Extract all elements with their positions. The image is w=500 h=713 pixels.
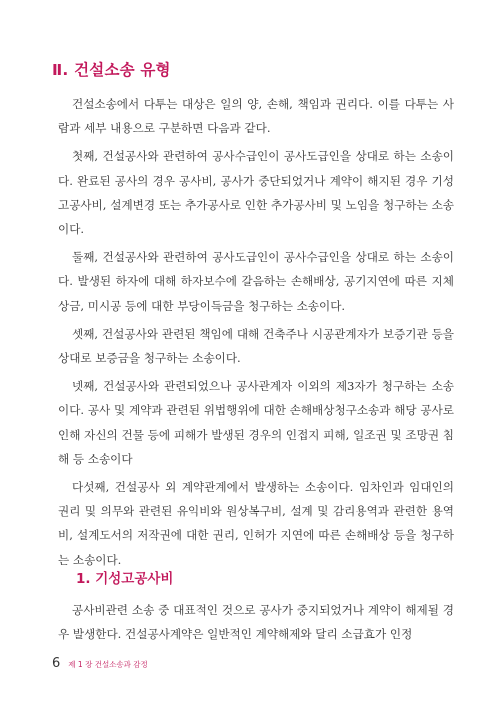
subsection-body <box>58 598 454 646</box>
section-body <box>58 92 454 576</box>
paragraph-subsection: 공사비관련 소송 중 대표적인 것으로 공사가 중지되었거나 계약이 해제될 경우 발생한다. 건설공사계약은 일반적인 계약해제와 달리 소급효가 인정 <box>58 603 454 642</box>
subsection-heading: 1. 기성고공사비 <box>76 571 174 587</box>
paragraph-first: 첫째, 건설공사와 관련하여 공사수급인이 공사도급인을 상대로 하는 소송이다. 완료된 공사의 경우 공사비, 공사가 중단되었거나 계약이 해지된 경우 기성고공사비, 설계변경 또는 추가공사로 인한 추가공사비 및 노임을 청구하는 소송이다. <box>58 149 454 237</box>
paragraph-intro: 건설소송에서 다투는 대상은 일의 양, 손해, 책임과 권리다. 이를 다투는 사람과 세부 내용으로 구분하면 다음과 같다. <box>58 97 454 136</box>
page-footer <box>52 656 148 671</box>
page-number: 6 <box>52 656 61 671</box>
paragraph-fourth: 넷째, 건설공사와 관련되었으나 공사관계자 이외의 제3자가 청구하는 소송이다. 공사 및 계약과 관련된 위법행위에 대한 손해배상청구소송과 해당 공사로 인해 자신의 건물 등에 피해가 발생된 경우의 인접지 피해, 일조권 및 조망권 침해 등 소송이다 <box>58 379 454 466</box>
paragraph-fifth: 다섯째, 건설공사 외 계약관계에서 발생하는 소송이다. 임차인과 임대인의 권리 및 의무와 관련된 유익비와 원상복구비, 설계 및 감리용역과 관련한 용역비, 설계도서의 저작권에 대한 권리, 인허가 지연에 따른 손해배상 등을 청구하는 소송이다. <box>58 480 454 567</box>
running-title: 제 1 장 건설소송과 감정 <box>68 660 148 669</box>
section-heading: Ⅱ. 건설소송 유형 <box>52 61 171 79</box>
paragraph-third: 셋째, 건설공사와 관련된 책임에 대해 건축주나 시공관계자가 보증기관 등을 상대로 보증금을 청구하는 소송이다. <box>58 326 454 366</box>
paragraph-second: 둘째, 건설공사와 관련하여 공사도급인이 공사수급인을 상대로 하는 소송이다. 발생된 하자에 대해 하자보수에 갈음하는 손해배상, 공기지연에 따른 지체상금, 미시공 등에 대한 부당이득금을 청구하는 소송이다. <box>58 250 454 313</box>
